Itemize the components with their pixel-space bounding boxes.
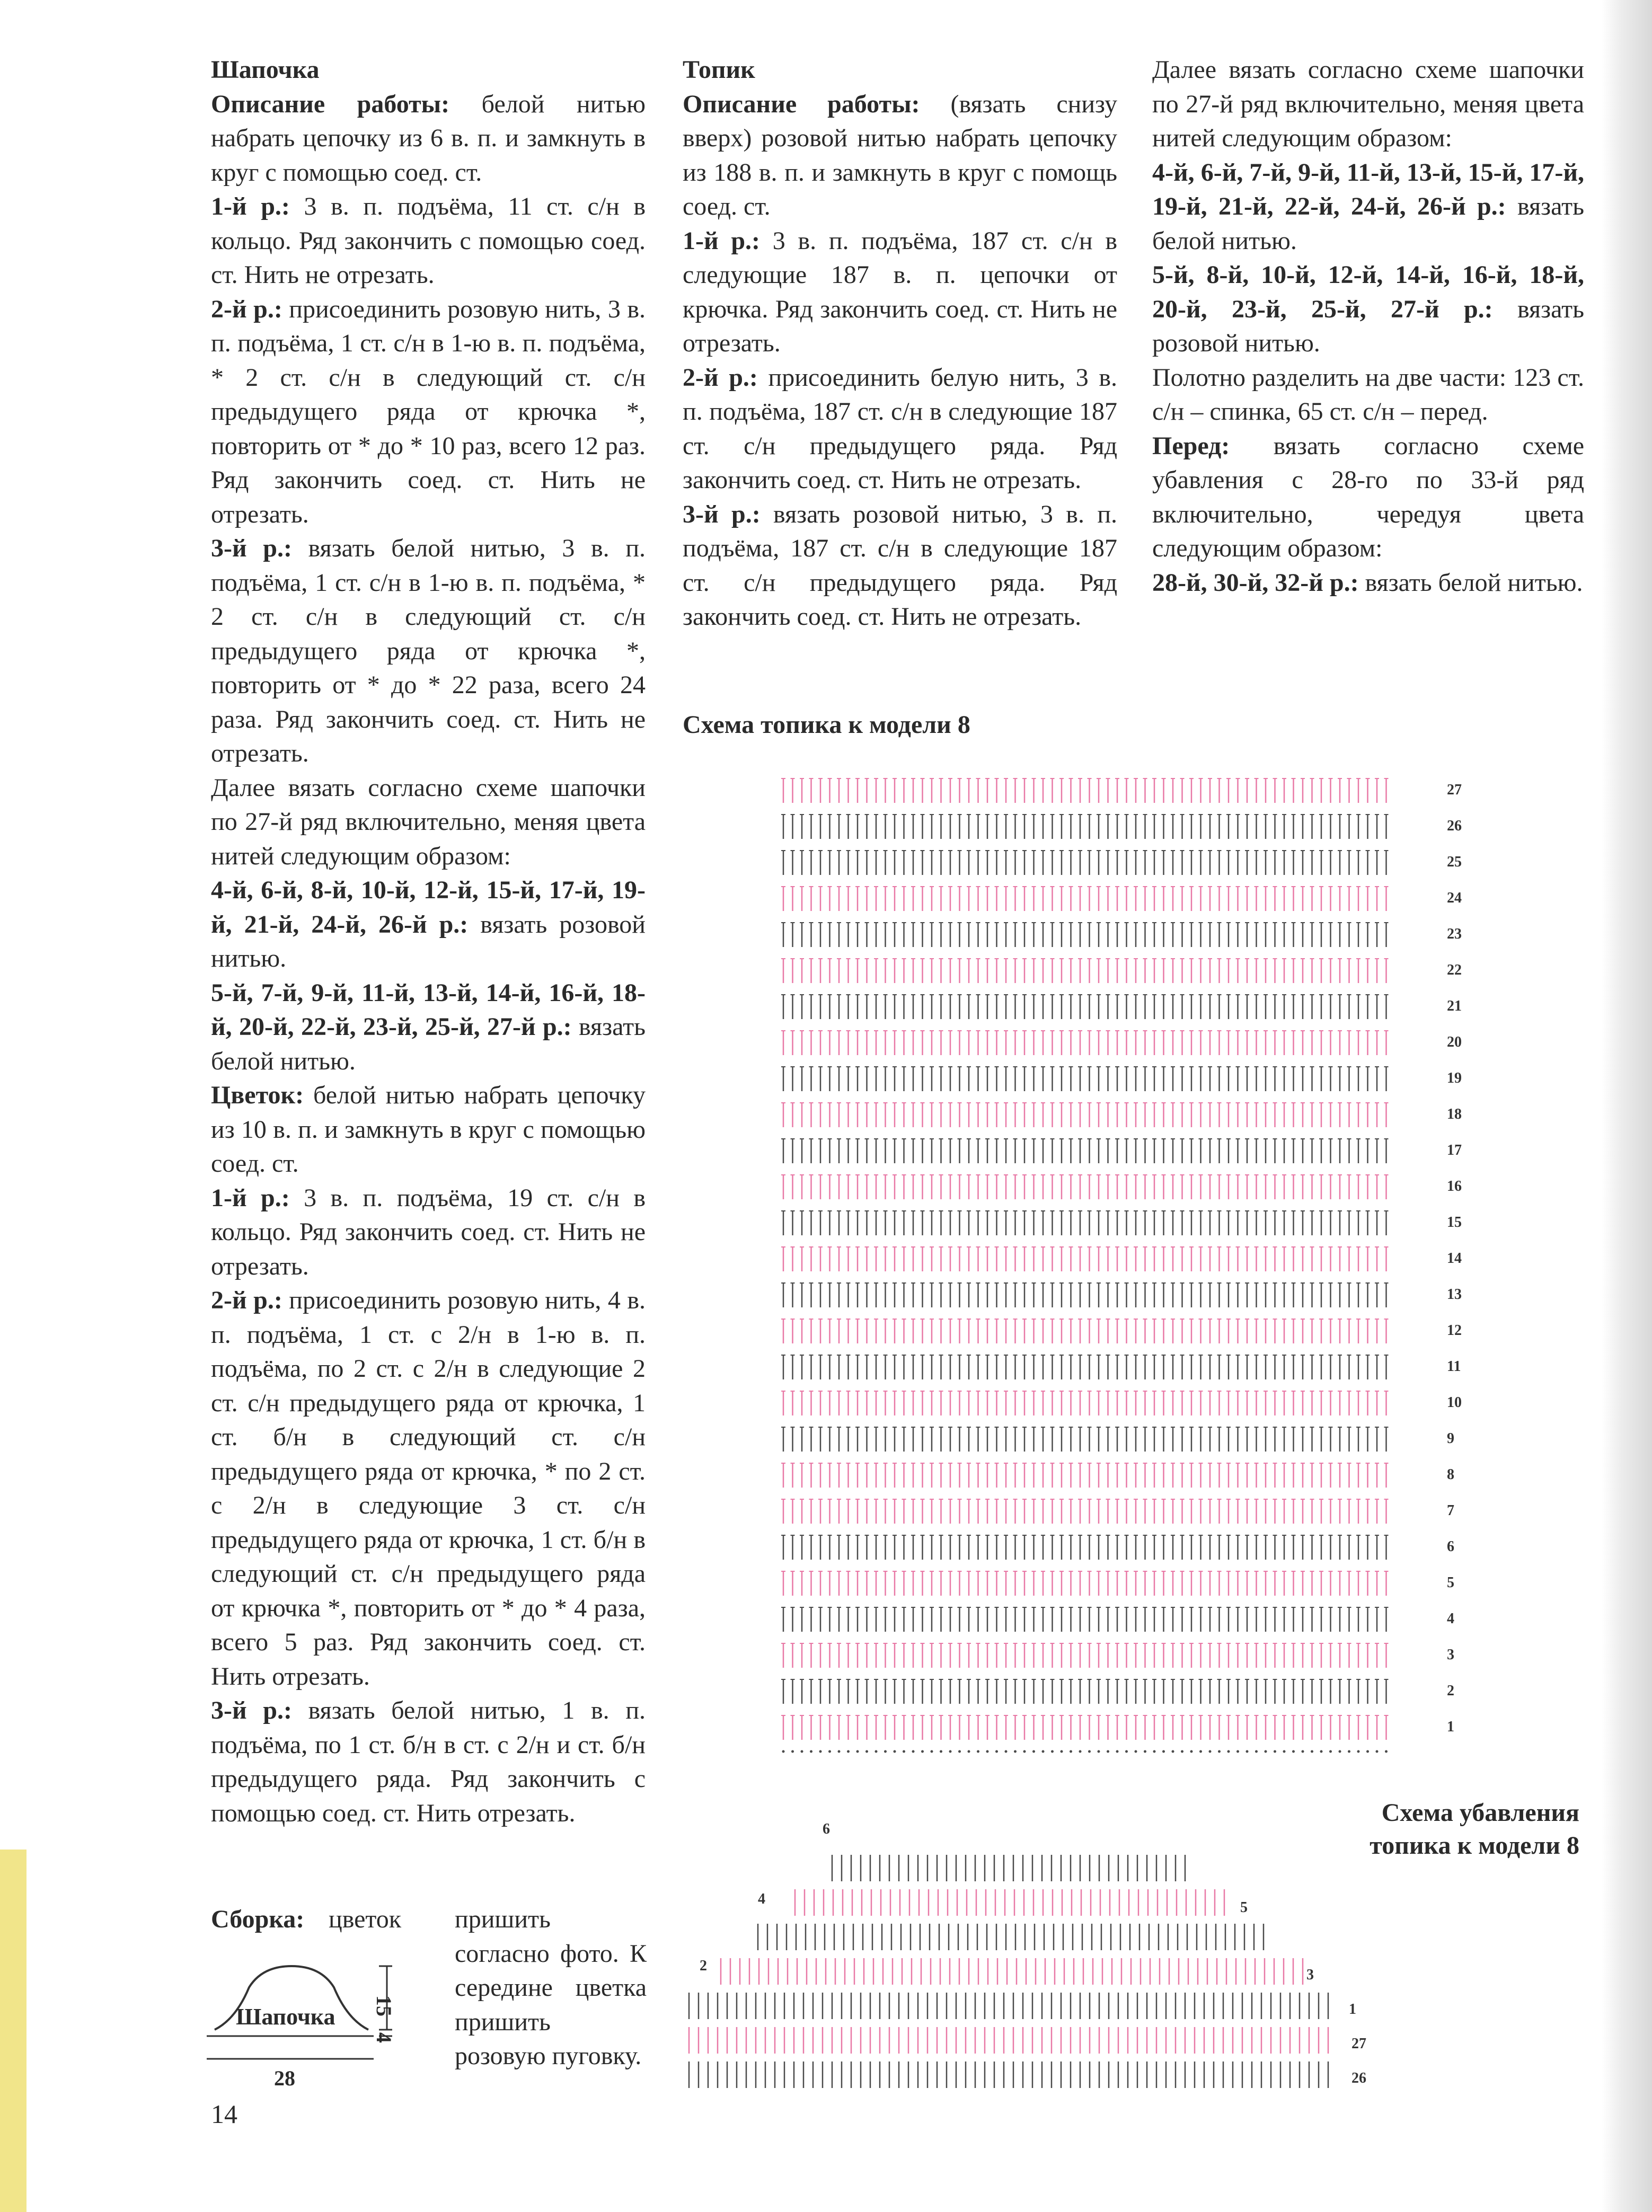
chain-stitch (968, 1750, 970, 1753)
chain-stitch (1357, 1750, 1360, 1753)
chart-row-11 (781, 1355, 1461, 1379)
chart-row-label: 9 (1447, 1430, 1454, 1447)
chain-stitch (1014, 1750, 1017, 1753)
chain-stitch (1051, 1750, 1054, 1753)
chain-stitch (875, 1750, 878, 1753)
chain-stitch (1302, 1750, 1304, 1753)
paragraph-text: вязать белой нитью. (1358, 568, 1583, 597)
paragraph-label: 2-й р.: (683, 363, 758, 392)
decrease-row-label: 2 (700, 1958, 707, 1974)
chain-stitch (1135, 1750, 1137, 1753)
decrease-pattern-chart (678, 1791, 1367, 2109)
hat-extra-label: 4 (372, 2032, 396, 2043)
chart-row-8 (781, 1463, 1454, 1488)
paragraph-text: вязать белой нитью, 3 в. п. подъёма, 1 ст. с/н в 1-ю в. п. подъёма, * 2 ст. с/н в следующий ст. с/н предыдущего ряда от крючка *, повторить от * до * 22 раза, всего 24 раза. Ряд закончить соед. ст. Нить не отрезать. (211, 534, 646, 767)
decrease-row-label: 27 (1351, 2036, 1366, 2052)
chart-row-label: 23 (1447, 926, 1462, 942)
paragraph-text: вязать белой нитью. (1152, 192, 1584, 255)
chart-row-label: 7 (1447, 1502, 1454, 1519)
paragraph (211, 771, 646, 874)
chain-stitch (1088, 1750, 1091, 1753)
chain-stitch (791, 1750, 794, 1753)
page-number: 14 (211, 2099, 237, 2129)
paragraph-text: вязать розовой нитью. (211, 910, 646, 972)
chain-stitch (1199, 1750, 1202, 1753)
chart-row-20 (781, 1031, 1462, 1055)
chart-row-label: 11 (1447, 1358, 1461, 1375)
chart-row-label: 2 (1447, 1683, 1454, 1699)
chart-row-26 (781, 815, 1462, 839)
chart-row-label: 27 (1447, 782, 1462, 798)
assembly-label-block (211, 1903, 304, 1937)
chart-row-5 (781, 1571, 1454, 1596)
chart-row-25 (781, 851, 1462, 875)
section-title-top: Топик (683, 56, 755, 84)
paragraph (211, 1078, 646, 1181)
chart-row-label: 5 (1447, 1574, 1454, 1591)
paragraph-text: присоединить розовую нить, 4 в. п. подъёма, 1 ст. с 2/н в 1-ю в. п. подъёма, по 2 ст. с 2/н в следующие 2 ст. с/н предыдущего ряда от крючка, 1 ст. б/н в следующий ст. с/н предыдущего ряда от крючка, * по 2 ст. с 2/н в следующие 3 ст. с/н предыдущего ряда от крючка, 1 ст. б/н в следующий ст. с/н предыдущего ряда от крючка *, повторить от * до * 4 раза, всего 5 раз. Ряд закончить соед. ст. Нить отрезать. (211, 1286, 646, 1691)
chain-stitch (1181, 1750, 1183, 1753)
chain-stitch (1265, 1750, 1267, 1753)
paragraph (683, 224, 1117, 361)
chart-row-label: 22 (1447, 962, 1462, 978)
hat-height-label: 15 (372, 1995, 396, 2016)
paragraph-label: 1-й р.: (211, 1183, 290, 1212)
paragraph-text: вязать розовой нитью, 3 в. п. подъёма, 187 ст. с/н в следующие 187 ст. с/н предыдущего ряда. Ряд закончить соед. ст. Нить не отрезать. (683, 500, 1117, 631)
chart-row-label: 20 (1447, 1034, 1462, 1050)
paragraph-text: вязать согласно схеме убавления с 28-го по 33-й ряд включительно, чередуя цвета следующим образом: (1152, 431, 1584, 562)
decrease-row-label: 26 (1351, 2070, 1366, 2086)
paragraph-label: 28-й, 30-й, 32-й р.: (1152, 568, 1359, 597)
chart-row-label: 25 (1447, 854, 1462, 870)
paragraph (211, 1694, 646, 1830)
page-edge-right (1602, 0, 1652, 2212)
chart-row-label: 19 (1447, 1070, 1462, 1086)
chart-row-label: 6 (1447, 1538, 1454, 1555)
chain-stitch (1079, 1750, 1082, 1753)
chain-stitch (1042, 1750, 1045, 1753)
chart-row-label: 24 (1447, 890, 1462, 906)
paragraph (1152, 258, 1584, 361)
decrease-row-label: 3 (1306, 1967, 1314, 1983)
chain-stitch (865, 1750, 868, 1753)
paragraph (683, 87, 1117, 224)
paragraph (211, 293, 646, 532)
chain-stitch (1070, 1750, 1072, 1753)
chain-stitch (1320, 1750, 1323, 1753)
chart-row-3 (781, 1643, 1454, 1668)
chart-row-label: 18 (1447, 1106, 1462, 1122)
chain-stitch (782, 1750, 785, 1753)
decrease-row (689, 1993, 1328, 2019)
paragraph (1152, 53, 1584, 156)
chart-row-label: 1 (1447, 1719, 1454, 1735)
chain-stitch (1172, 1750, 1174, 1753)
chart-row-9 (781, 1427, 1454, 1452)
chain-stitch (949, 1750, 952, 1753)
chart-row-15 (781, 1211, 1462, 1235)
chain-stitch (1348, 1750, 1350, 1753)
chart-row-7 (781, 1499, 1454, 1524)
chain-stitch (1162, 1750, 1165, 1753)
chart-decrease-title: Схема убавления топика к модели 8 (1370, 1799, 1579, 1860)
continuation-paragraphs (1152, 53, 1584, 600)
chart-row-12 (781, 1319, 1462, 1343)
chain-stitch (847, 1750, 850, 1753)
chain-stitch (1144, 1750, 1146, 1753)
paragraph (211, 873, 646, 976)
chart-row-17 (781, 1139, 1462, 1163)
chain-stitch (977, 1750, 979, 1753)
chart-row-label: 17 (1447, 1142, 1462, 1158)
paragraph-text: Далее вязать согласно схеме шапочки по 27-й ряд включительно, меняя цвета нитей следующим образом: (1152, 56, 1584, 152)
paragraph (211, 87, 646, 190)
chain-stitch (986, 1750, 989, 1753)
decrease-row (795, 1889, 1224, 1916)
paragraph-label: Перед: (1152, 431, 1230, 460)
chart-row-label: 21 (1447, 998, 1462, 1014)
chain-stitch (801, 1750, 803, 1753)
paragraph-text: вязать розовой нитью. (1152, 295, 1585, 357)
paragraph (683, 498, 1117, 634)
column-top (683, 53, 1117, 634)
chain-stitch (1246, 1750, 1249, 1753)
chain-stitch (1098, 1750, 1100, 1753)
chart-row-label: 12 (1447, 1322, 1462, 1339)
top-pattern-chart (779, 771, 1479, 1778)
decrease-row (689, 2027, 1328, 2054)
chart-row-label: 4 (1447, 1611, 1454, 1627)
chain-stitch (828, 1750, 831, 1753)
paragraph-text: белой нитью набрать цепочку из 10 в. п. и замкнуть в круг с помощью соед. ст. (211, 1081, 646, 1178)
hat-diagram-label: Шапочка (236, 2004, 335, 2030)
paragraph-label: 3-й р.: (211, 534, 292, 562)
paragraph (1152, 429, 1584, 566)
paragraph-label: 1-й р.: (211, 192, 290, 220)
assembly-label: Сборка: (211, 1905, 305, 1933)
hat-paragraphs (211, 87, 646, 1831)
paragraph-text: вязать белой нитью, 1 в. п. подъёма, по 1 ст. б/н в ст. с 2/н и ст. б/н предыдущего ряда. Ряд закончить с помощью соед. ст. Нить отрезать. (211, 1696, 646, 1827)
chart-top-title: Схема топика к модели 8 (683, 711, 970, 739)
chart-row-label: 13 (1447, 1286, 1462, 1303)
column-hat (211, 53, 646, 1830)
decrease-row (758, 1924, 1264, 1950)
chain-stitch (856, 1750, 859, 1753)
paragraph-label: 3-й р.: (211, 1696, 292, 1724)
chain-stitch (894, 1750, 896, 1753)
decrease-row (832, 1855, 1185, 1881)
chain-stitch (1385, 1750, 1388, 1753)
paragraph (211, 190, 646, 293)
paragraph-label: Описание работы: (683, 90, 920, 118)
chain-stitch (903, 1750, 905, 1753)
paragraph-label: Цветок: (211, 1081, 304, 1109)
assembly-first-word: цветок (329, 1905, 402, 1933)
column-continuation (1152, 53, 1584, 600)
paragraph-label: 5-й, 8-й, 10-й, 12-й, 14-й, 16-й, 18-й, 20-й, 23-й, 25-й, 27-й р.: (1152, 261, 1584, 323)
chain-stitch (1218, 1750, 1221, 1753)
decrease-row-label: 1 (1349, 2001, 1356, 2018)
paragraph-text: (вязать снизу вверх) розовой нитью набрать цепочку из 188 в. п. и замкнуть в круг с помощь соед. ст. (683, 90, 1117, 220)
paragraph-label: 4-й, 6-й, 8-й, 10-й, 12-й, 15-й, 17-й, 19-й, 21-й, 24-й, 26-й р.: (211, 876, 646, 939)
chain-stitch (1116, 1750, 1119, 1753)
paragraph (211, 976, 646, 1079)
chart-row-14 (781, 1247, 1462, 1271)
chart-row-10 (781, 1391, 1462, 1415)
top-paragraphs (683, 87, 1117, 634)
paragraph-text: вязать белой нитью. (211, 1013, 646, 1075)
chain-stitch (1190, 1750, 1193, 1753)
paragraph-text: присоединить розовую нить, 3 в. п. подъёма, 1 ст. с/н в 1-ю в. п. подъёма, * 2 ст. с/н в следующий ст. с/н предыдущего ряда от крючка *, повторить от * до * 10 раз, всего 12 раз. Ряд закончить соед. ст. Нить не отрезать. (211, 295, 646, 528)
chain-stitch (995, 1750, 998, 1753)
chain-stitch (1366, 1750, 1369, 1753)
chain-stitch (1023, 1750, 1026, 1753)
decrease-row-label: 6 (823, 1821, 830, 1837)
paragraph-label: 2-й р.: (211, 1286, 282, 1314)
chain-stitch (810, 1750, 812, 1753)
assembly-text: пришить согласно фото. К середине цветка пришить розовую пуговку. (455, 1905, 647, 2070)
chart-row-2 (781, 1679, 1454, 1704)
chain-stitch (1283, 1750, 1286, 1753)
chart-row-1 (781, 1715, 1454, 1740)
paragraph-text: 3 в. п. подъёма, 187 ст. с/н в следующие 187 в. п. цепочки от крючка. Ряд закончить соед. ст. Нить не отрезать. (683, 226, 1118, 357)
chart-row-label: 26 (1447, 818, 1462, 834)
section-title-hat: Шапочка (211, 56, 320, 84)
chain-stitch (1339, 1750, 1341, 1753)
chart-row-22 (781, 959, 1462, 983)
paragraph-text: белой нитью набрать цепочку из 6 в. п. и замкнуть в круг с помощью соед. ст. (211, 90, 646, 187)
chart-row-18 (781, 1103, 1462, 1127)
paragraph (683, 361, 1117, 498)
chain-stitch (1032, 1750, 1035, 1753)
chain-stitch (1227, 1750, 1230, 1753)
chart-row-label: 15 (1447, 1214, 1462, 1231)
chain-stitch (1107, 1750, 1109, 1753)
paragraph-label: 4-й, 6-й, 7-й, 9-й, 11-й, 13-й, 15-й, 17-й, 19-й, 21-й, 22-й, 24-й, 26-й р.: (1152, 158, 1584, 220)
paragraph-text: Полотно разделить на две части: 123 ст. с/н – спинка, 65 ст. с/н – перед. (1152, 363, 1584, 426)
chart-row-16 (781, 1175, 1462, 1199)
paragraph-label: 1-й р.: (683, 226, 761, 255)
paragraph-label: 2-й р.: (211, 295, 282, 323)
chart-row-6 (781, 1535, 1454, 1560)
chart-row-label: 16 (1447, 1178, 1462, 1195)
paragraph (211, 1181, 646, 1284)
chain-stitch (1329, 1750, 1332, 1753)
decrease-row (689, 2061, 1328, 2088)
chart-row-label: 14 (1447, 1250, 1462, 1267)
paragraph-text: Далее вязать согласно схеме шапочки по 27-й ряд включительно, меняя цвета нитей следующим образом: (211, 773, 646, 870)
chain-stitch (931, 1750, 933, 1753)
chart-row-23 (781, 923, 1462, 947)
paragraph (211, 1284, 646, 1694)
paragraph-text: 3 в. п. подъёма, 19 ст. с/н в кольцо. Ряд закончить соед. ст. Нить не отрезать. (211, 1183, 646, 1280)
chain-stitch (1376, 1750, 1379, 1753)
chain-stitch (1274, 1750, 1276, 1753)
chart-row-label: 10 (1447, 1394, 1462, 1411)
page-edge-left (0, 1850, 26, 2212)
chain-stitch (1061, 1750, 1063, 1753)
paragraph (1152, 156, 1584, 259)
paragraph (1152, 566, 1584, 600)
paragraph-label: 3-й р.: (683, 500, 761, 528)
chain-stitch (921, 1750, 924, 1753)
decrease-row (721, 1958, 1303, 1985)
chart-row-19 (781, 1067, 1462, 1091)
chart-row-21 (781, 995, 1462, 1019)
paragraph (1152, 361, 1584, 429)
chain-stitch (940, 1750, 942, 1753)
chart-row-label: 3 (1447, 1647, 1454, 1663)
decrease-row-label: 5 (1240, 1899, 1248, 1916)
chain-stitch (958, 1750, 961, 1753)
chart-row-24 (781, 887, 1462, 911)
chain-stitch (1236, 1750, 1239, 1753)
chain-stitch (1125, 1750, 1128, 1753)
chain-stitch (1292, 1750, 1295, 1753)
chain-stitch (1153, 1750, 1156, 1753)
paragraph-label: 5-й, 7-й, 9-й, 11-й, 13-й, 14-й, 16-й, 18-й, 20-й, 22-й, 23-й, 25-й, 27-й р.: (211, 978, 646, 1041)
paragraph-text: присоединить белую нить, 3 в. п. подъёма, 187 ст. с/н в следующие 187 ст. с/н предыдущего ряда. Ряд закончить соед. ст. Нить не отрезать. (683, 363, 1117, 494)
chain-stitch (1255, 1750, 1258, 1753)
chart-row-27 (781, 778, 1462, 803)
chain-stitch (1005, 1750, 1008, 1753)
paragraph (211, 532, 646, 771)
paragraph-text: 3 в. п. подъёма, 11 ст. с/н в кольцо. Ряд закончить с помощью соед. ст. Нить не отрезать. (211, 192, 646, 289)
chart-row-label: 8 (1447, 1466, 1454, 1483)
chart-row-13 (781, 1283, 1462, 1307)
decrease-row-label: 4 (758, 1891, 765, 1907)
paragraph-label: Описание работы: (211, 90, 450, 118)
hat-width-label: 28 (274, 2066, 295, 2090)
chain-stitch (1209, 1750, 1212, 1753)
chain-stitch (884, 1750, 887, 1753)
chain-stitch (819, 1750, 822, 1753)
chain-stitch (1311, 1750, 1313, 1753)
chain-stitch (912, 1750, 915, 1753)
chart-row-4 (781, 1607, 1454, 1632)
chain-stitch (838, 1750, 841, 1753)
